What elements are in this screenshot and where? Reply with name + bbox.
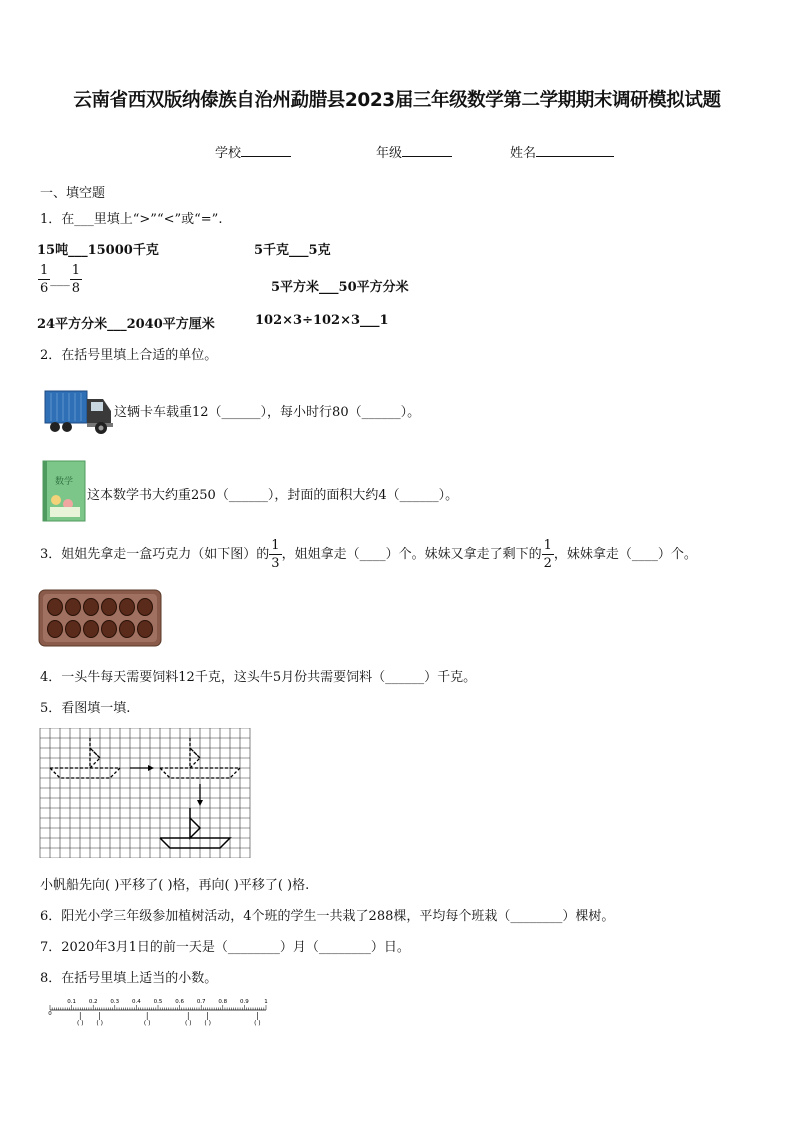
- grade-blank[interactable]: [402, 144, 452, 157]
- name-blank[interactable]: [536, 144, 614, 157]
- name-field[interactable]: [510, 142, 614, 161]
- book-cover-title: 数学: [54, 477, 74, 487]
- tick-label: 0.6: [175, 999, 184, 1005]
- q1-item-a: 15吨___15000千克: [37, 243, 159, 258]
- tick-label: 0.7: [196, 999, 206, 1005]
- q3-text: [40, 539, 697, 570]
- truck-image: [43, 385, 115, 435]
- school-label: 学校: [215, 146, 242, 161]
- chocolate-piece: [48, 621, 63, 638]
- section-heading: 一、填空题: [40, 186, 106, 201]
- chocolate-piece: [66, 621, 81, 638]
- q1-item-c: [38, 264, 82, 295]
- chocolate-piece: [138, 621, 153, 638]
- truck-icon: [43, 385, 115, 435]
- q4-text: 4．一头牛每天需要饲料12千克，这头牛5月份共需要饲料（______）千克。: [40, 670, 477, 685]
- tick-label: 0.4: [132, 999, 141, 1005]
- sailboat-final: [190, 808, 200, 838]
- q8-stem: 8．在括号里填上适当的小数。: [40, 971, 218, 986]
- chocolate-piece: [84, 599, 99, 616]
- q2-stem: 2．在括号里填上合适的单位。: [40, 348, 218, 363]
- q3-part3: ，妹妹拿走（____）个。: [553, 547, 697, 562]
- answer-paren[interactable]: ( ): [76, 1020, 84, 1027]
- chocolate-piece: [120, 621, 135, 638]
- q1-stem: 1．在___里填上“>”“<”或“=”.: [40, 212, 223, 227]
- school-blank[interactable]: [241, 144, 291, 157]
- tick-label: 0.5: [153, 999, 163, 1005]
- chocolate-box-icon: [38, 589, 162, 647]
- answer-paren[interactable]: ( ): [96, 1020, 103, 1027]
- arrow-right-icon: [148, 765, 154, 771]
- sailboat-original: [90, 738, 100, 768]
- arrow-down-icon: [197, 800, 203, 806]
- fraction-one-sixth: $\frac{1}{6}$: [40, 263, 49, 296]
- grid-figure: [38, 728, 252, 858]
- number-line-figure: [44, 994, 274, 1030]
- answer-paren[interactable]: ( ): [184, 1020, 192, 1027]
- chocolate-piece: [102, 621, 117, 638]
- answer-paren[interactable]: ( ): [143, 1020, 151, 1027]
- q1-item-e: 24平方分米___2040平方厘米: [37, 317, 215, 332]
- number-line: [44, 994, 274, 1030]
- q5-answer-line: 小帆船先向( )平移了( )格，再向( )平移了( )格.: [40, 878, 310, 893]
- tick-label: 1: [264, 999, 268, 1005]
- math-book-image: [42, 460, 86, 522]
- fraction-one-third: $\frac{1}{3}$: [271, 538, 280, 571]
- fraction-one-eighth: $\frac{1}{8}$: [71, 263, 81, 296]
- grade-field[interactable]: [376, 142, 452, 161]
- tick-label: 0.8: [218, 999, 228, 1005]
- tick-label: 0.3: [110, 999, 120, 1005]
- answer-paren[interactable]: ( ): [254, 1020, 261, 1027]
- q1-item-b: 5千克___5克: [254, 243, 331, 258]
- q3-part1: 3．姐姐先拿走一盒巧克力（如下图）的: [40, 547, 270, 562]
- fraction-one-half: $\frac{1}{2}$: [543, 538, 552, 571]
- chocolate-piece: [102, 599, 117, 616]
- tick-label: 0.1: [67, 999, 76, 1005]
- tick-label: 0: [48, 1011, 52, 1017]
- book-icon: [42, 460, 86, 522]
- q1-item-d: 5平方米___50平方分米: [271, 280, 409, 295]
- chocolate-box-image: [38, 589, 162, 647]
- q2-truck-text: 这辆卡车载重12（______），每小时行80（______）。: [114, 405, 421, 420]
- q5-stem: 5．看图填一填.: [40, 701, 131, 716]
- answer-paren[interactable]: ( ): [204, 1020, 211, 1027]
- tick-label: 0.9: [240, 999, 249, 1005]
- name-label: 姓名: [510, 146, 537, 161]
- chocolate-piece: [120, 599, 135, 616]
- chocolate-piece: [84, 621, 99, 638]
- q1-item-f: 102×3÷102×3___1: [255, 313, 389, 328]
- chocolate-piece: [48, 599, 63, 616]
- sailboat-moved-right: [190, 738, 200, 768]
- chocolate-piece: [66, 599, 81, 616]
- grade-label: 年级: [376, 146, 403, 161]
- page-title: 云南省西双版纳傣族自治州勐腊县2023届三年级数学第二学期期末调研模拟试题: [73, 90, 721, 111]
- q7-text: 7．2020年3月1日的前一天是（________）月（________）日。: [40, 940, 410, 955]
- q1-item-c-blank: ___: [50, 272, 70, 287]
- q3-part2: ，姐姐拿走（____）个。妹妹又拿走了剩下的: [281, 547, 542, 562]
- school-field[interactable]: [215, 142, 291, 161]
- sailboat-grid: [38, 728, 252, 858]
- q6-text: 6．阳光小学三年级参加植树活动，4个班的学生一共栽了288棵，平均每个班栽（________）棵树。: [40, 909, 615, 924]
- q2-book-text: 这本数学书大约重250（______），封面的面积大约4（______）。: [87, 488, 459, 503]
- tick-label: 0.2: [88, 999, 98, 1005]
- chocolate-piece: [138, 599, 153, 616]
